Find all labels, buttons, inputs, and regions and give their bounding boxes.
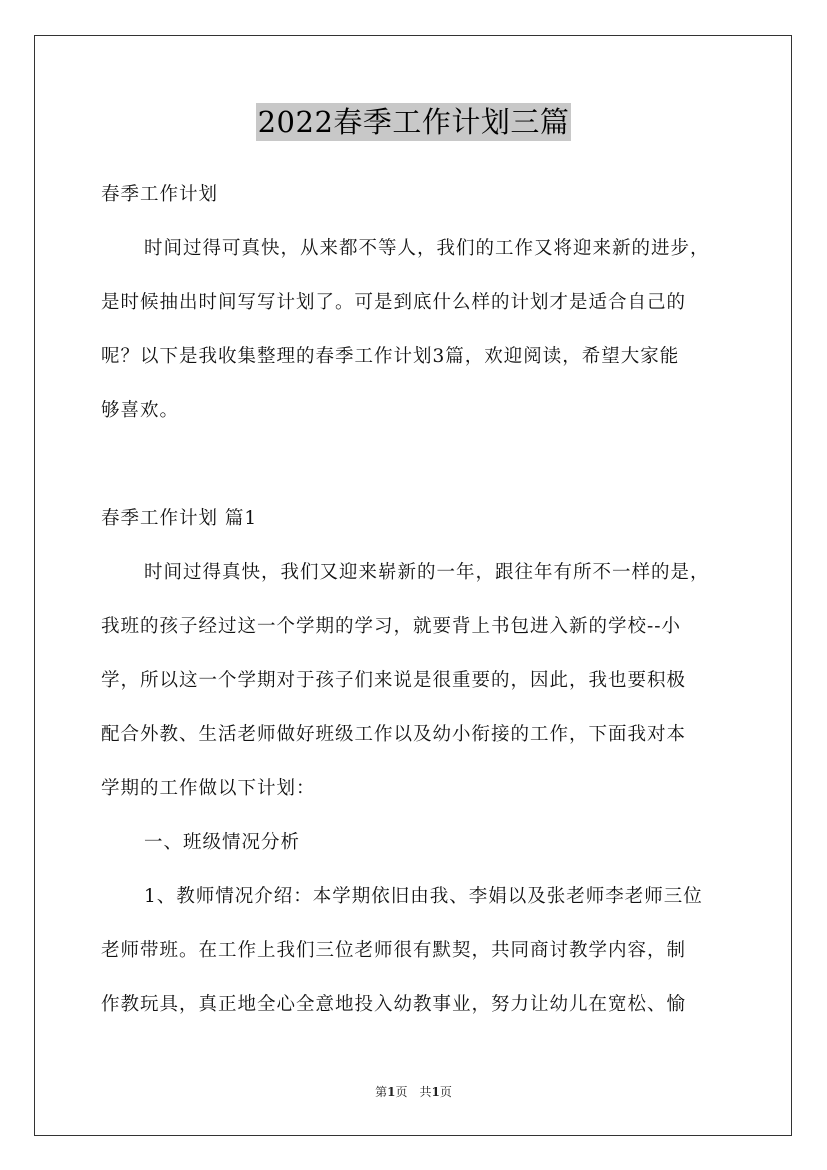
- page-total: 1: [431, 1085, 440, 1099]
- text-line: 学期的工作做以下计划：: [101, 778, 316, 799]
- text-line: 是时候抽出时间写写计划了。可是到底什么样的计划才是适合自己的: [101, 292, 687, 313]
- text-line: 一、班级情况分析: [144, 832, 301, 853]
- text-line: 够喜欢。: [101, 400, 180, 421]
- text-line: 时间过得可真快，从来都不等人，我们的工作又将迎来新的进步，: [144, 238, 710, 259]
- document-body: [101, 168, 731, 1032]
- page-prefix: 第: [375, 1085, 388, 1099]
- page-footer: [0, 1082, 827, 1102]
- page-suffix: 页: [439, 1085, 452, 1099]
- title-container: [0, 103, 827, 141]
- text-line: 1、教师情况介绍：本学期依旧由我、李娟以及张老师李老师三位: [144, 886, 703, 907]
- page-current: 1: [387, 1085, 396, 1099]
- text-line: 配合外教、生活老师做好班级工作以及幼小衔接的工作，下面我对本: [101, 724, 687, 745]
- text-line: 呢？以下是我收集整理的春季工作计划3篇，欢迎阅读，希望大家能: [101, 346, 680, 367]
- text-line: 作教玩具，真正地全心全意地投入幼教事业，努力让幼儿在宽松、愉: [101, 994, 687, 1015]
- text-line: 学，所以这一个学期对于孩子们来说是很重要的，因此，我也要积极: [101, 670, 687, 691]
- text-line: 春季工作计划 篇1: [101, 508, 258, 529]
- page-mid: 页 共: [395, 1085, 432, 1099]
- text-line: 时间过得真快，我们又迎来崭新的一年，跟往年有所不一样的是，: [144, 562, 710, 583]
- text-line: 我班的孩子经过这一个学期的学习，就要背上书包进入新的学校--小: [101, 616, 682, 637]
- paragraph-gap: [101, 438, 731, 492]
- text-line: 老师带班。在工作上我们三位老师很有默契，共同商讨教学内容，制: [101, 940, 687, 961]
- document-title: 2022春季工作计划三篇: [257, 105, 570, 139]
- text-line: 春季工作计划: [101, 184, 219, 205]
